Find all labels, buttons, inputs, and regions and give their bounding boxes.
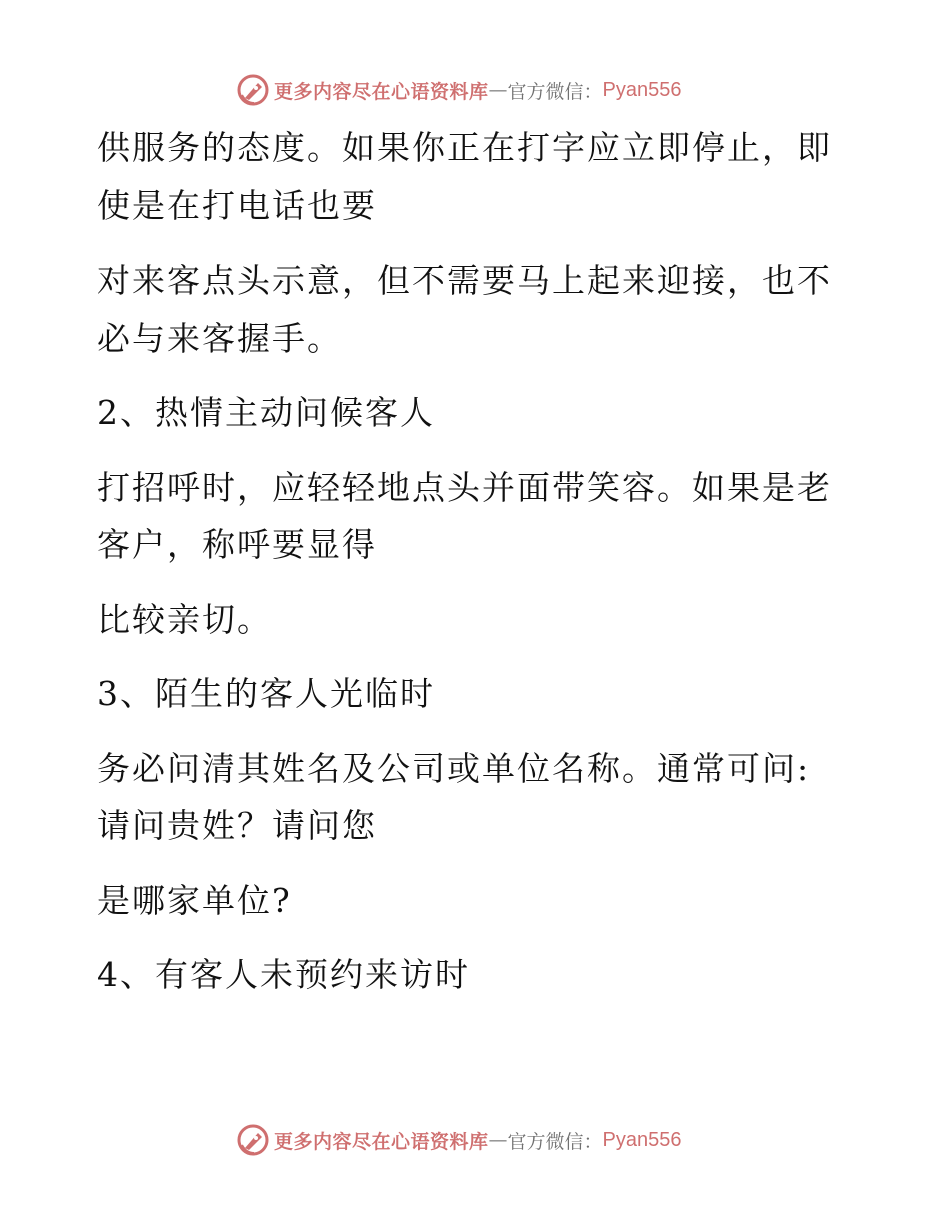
promo-text: 更多内容尽在心语资料库 xyxy=(274,1130,489,1153)
wechat-label: 官方微信： xyxy=(507,1130,603,1153)
footer-banner xyxy=(236,1122,682,1158)
body-line: 务必问清其姓名及公司或单位名称。通常可问: xyxy=(97,749,811,788)
pen-nib-logo-icon xyxy=(236,1123,270,1157)
section-heading: 2、热情主动问候客人 xyxy=(97,393,435,432)
body-line: 对来客点头示意，但不需要马上起来迎接，也不 xyxy=(97,261,832,300)
section-heading: 3、陌生的客人光临时 xyxy=(97,674,435,713)
body-line: 必与来客握手。 xyxy=(97,319,342,358)
wechat-id: Pyan556 xyxy=(602,1128,682,1151)
separator-dash: — xyxy=(488,79,508,101)
body-line: 请问贵姓？请问您 xyxy=(97,806,377,845)
body-line: 打招呼时，应轻轻地点头并面带笑容。如果是老 xyxy=(97,468,832,507)
body-line: 是哪家单位? xyxy=(97,881,292,920)
body-line: 客户，称呼要显得 xyxy=(97,525,377,564)
promo-text: 更多内容尽在心语资料库 xyxy=(274,80,489,103)
body-line: 使是在打电话也要 xyxy=(97,186,377,225)
body-line: 比较亲切。 xyxy=(97,600,272,639)
wechat-id: Pyan556 xyxy=(602,78,682,101)
section-heading: 4、有客人未预约来访时 xyxy=(97,955,470,994)
wechat-label: 官方微信： xyxy=(507,80,603,103)
separator-dash: — xyxy=(488,1129,508,1151)
body-line: 供服务的态度。如果你正在打字应立即停止，即 xyxy=(97,128,832,167)
